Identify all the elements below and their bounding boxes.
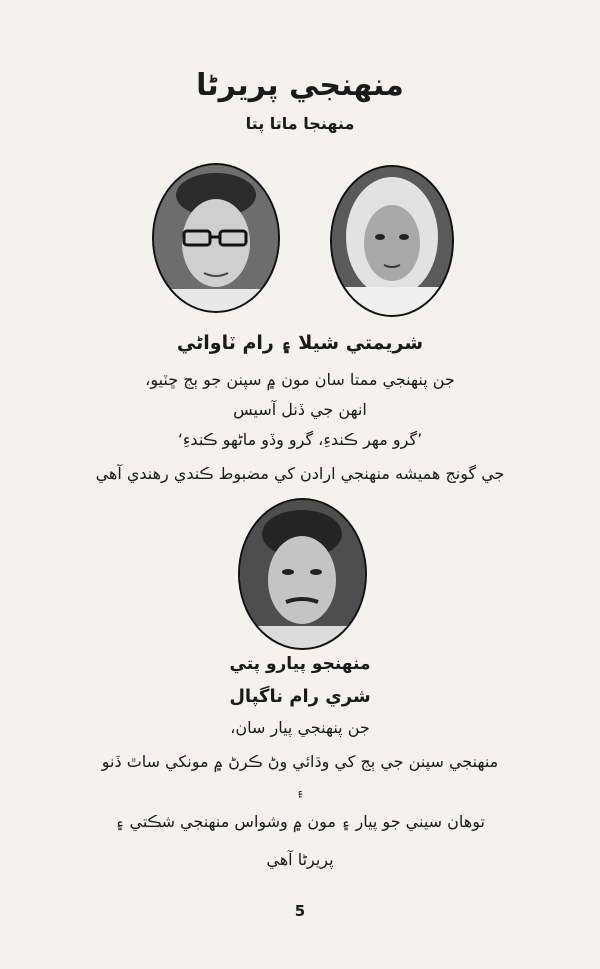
parents-line: جن پنهنجي ممتا سان مون ۾ سپنن جو ٻج ڇٽيو، (145, 370, 455, 389)
parents-names: شريمتي شيلا ۽ رام ٽاواڻي (176, 332, 424, 354)
page-subtitle: منهنجا ماتا پتا (245, 114, 355, 133)
husband-line: پريرڻا آهي (266, 850, 334, 869)
mother-photo (330, 165, 454, 317)
husband-line: توهان سيني جو پيار ۽ مون ۾ وشواس منهنجي شڪتي ۽ (115, 812, 485, 831)
page-title: منهنجي پريرڻا (196, 68, 404, 103)
husband-title: منهنجو پيارو پتي (229, 654, 371, 674)
husband-photo (238, 498, 367, 650)
page-number: 5 (294, 902, 306, 920)
husband-line: ۽ (296, 784, 304, 798)
husband-name: شري رام ناگپال (229, 686, 371, 707)
parents-line: انهن جي ڏنل آسيس (233, 400, 367, 419)
parents-line: جي گونج هميشه منهنجي ارادن کي مضبوط ڪندي رهندي آهي (95, 464, 505, 483)
husband-line: منهنجي سپنن جي ٻج کي وڌائي وڻ ڪرڻ ۾ مونکي ساٿ ڏنو (101, 752, 499, 771)
parents-line: ’گرو مهر ڪندءِ، گرو وڏو ماڻهو ڪندءِ‘ (177, 430, 423, 449)
father-photo (152, 163, 280, 313)
husband-line: جن پنهنجي پيار سان، (230, 718, 370, 737)
